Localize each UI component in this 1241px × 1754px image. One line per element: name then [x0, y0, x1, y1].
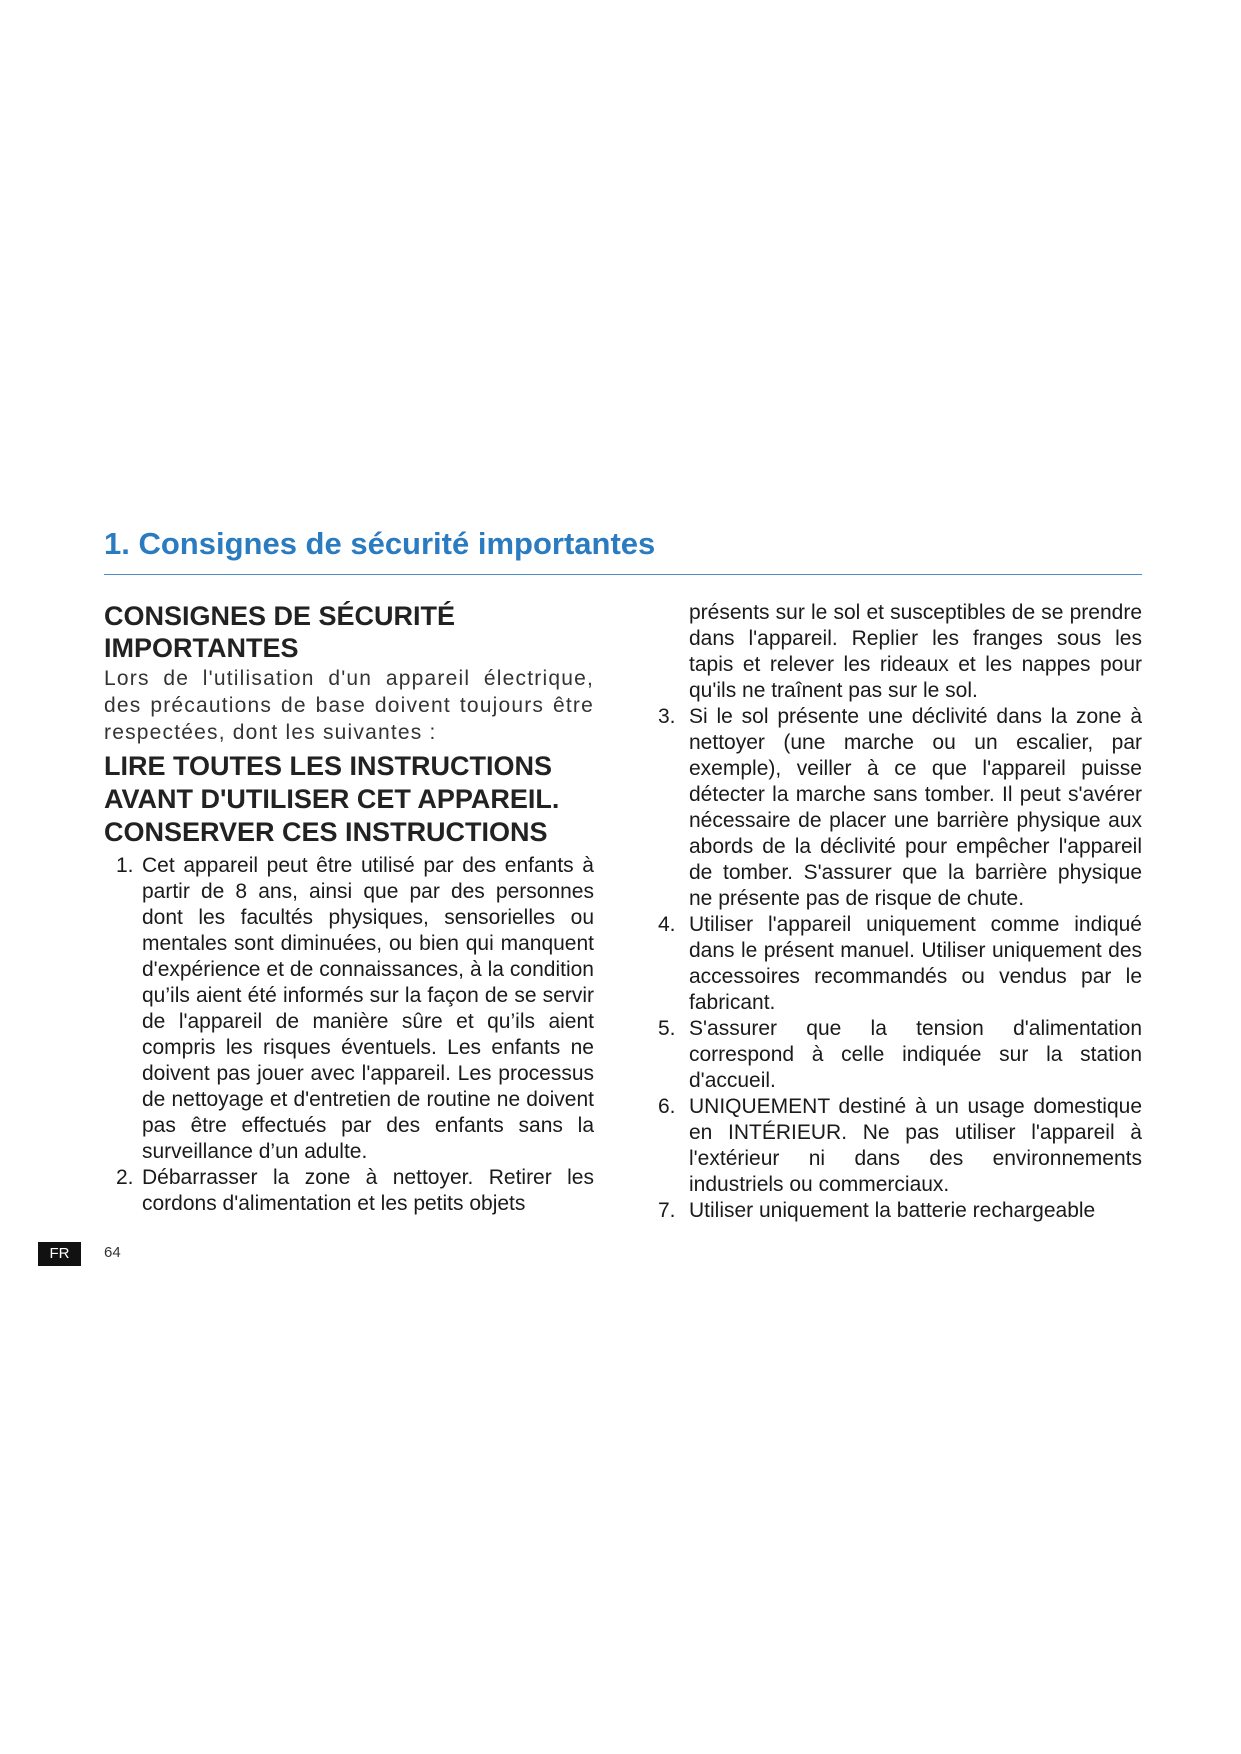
warning-line-2: AVANT D'UTILISER CET APPAREIL.: [104, 784, 560, 814]
warning-line-3: CONSERVER CES INSTRUCTIONS: [104, 817, 548, 847]
item-text: Utiliser l'appareil uniquement comme indiqué dans le présent manuel. Utiliser uniquement des accessoires recommandés ou vendus par le fabricant.: [689, 913, 1142, 1014]
list-item: [658, 912, 1142, 1016]
safety-list-left: [104, 853, 594, 1217]
safety-list-right: [658, 704, 1142, 1224]
item-number: 3.: [658, 705, 676, 728]
item-number: 2.: [116, 1166, 134, 1189]
intro-paragraph: Lors de l'utilisation d'un appareil électrique, des précautions de base doivent toujours être respectées, dont les suivantes :: [104, 667, 594, 744]
list-item: [658, 1094, 1142, 1198]
item-2-continuation: présents sur le sol et susceptibles de se prendre dans l'appareil. Replier les franges sous les tapis et relever les rideaux et les nappes pour qu'ils ne traînent pas sur le sol.: [689, 601, 1142, 702]
item-text: S'assurer que la tension d'alimentation correspond à celle indiquée sur la station d'accueil.: [689, 1017, 1142, 1092]
item-text: Débarrasser la zone à nettoyer. Retirer les cordons d'alimentation et les petits objets: [142, 1166, 594, 1215]
language-badge: FR: [38, 1242, 81, 1266]
item-number: 1.: [116, 854, 134, 877]
list-item: [104, 853, 594, 1165]
list-item: [104, 1165, 594, 1217]
item-text: UNIQUEMENT destiné à un usage domestique en INTÉRIEUR. Ne pas utiliser l'appareil à l'extérieur ni dans des environnements industriels ou commerciaux.: [689, 1095, 1142, 1196]
item-number: 5.: [658, 1017, 676, 1040]
safety-heading: CONSIGNES DE SÉCURITÉ IMPORTANTES: [104, 601, 456, 663]
title-divider: [104, 574, 1142, 575]
instructions-warning: [104, 750, 594, 849]
left-column: [104, 600, 594, 1217]
item-number: 7.: [658, 1199, 676, 1222]
section-title: 1. Consignes de sécurité importantes: [104, 526, 656, 561]
right-column: [658, 600, 1142, 1224]
page-number: 64: [104, 1244, 121, 1261]
item-number: 4.: [658, 913, 676, 936]
item-text: Utiliser uniquement la batterie rechargeable: [689, 1199, 1096, 1222]
item-text: Si le sol présente une déclivité dans la zone à nettoyer (une marche ou un escalier, par exemple), veiller à ce que l'appareil puisse détecter la marche sans tomber. Il peut s'avérer nécessaire de placer une barrière physique aux abords de la déclivité pour empêcher l'appareil de tomber. S'assurer que la barrière physique ne présente pas de risque de chute.: [689, 705, 1142, 910]
list-item: [658, 1198, 1142, 1224]
list-item: [658, 704, 1142, 912]
list-item: [658, 1016, 1142, 1094]
item-text: Cet appareil peut être utilisé par des enfants à partir de 8 ans, ainsi que par des personnes dont les facultés physiques, sensorielles ou mentales sont diminuées, ou bien qui manquent d'expérience et de connaissances, à la condition qu’ils aient été informés sur la façon de se servir de l'appareil de manière sûre et qu’ils aient compris les risques éventuels. Les enfants ne doivent pas jouer avec l'appareil. Les processus de nettoyage et d'entretien de routine ne doivent pas être effectués par des enfants sans la surveillance d’un adulte.: [142, 854, 594, 1163]
warning-line-1: LIRE TOUTES LES INSTRUCTIONS: [104, 751, 553, 781]
item-number: 6.: [658, 1095, 676, 1118]
